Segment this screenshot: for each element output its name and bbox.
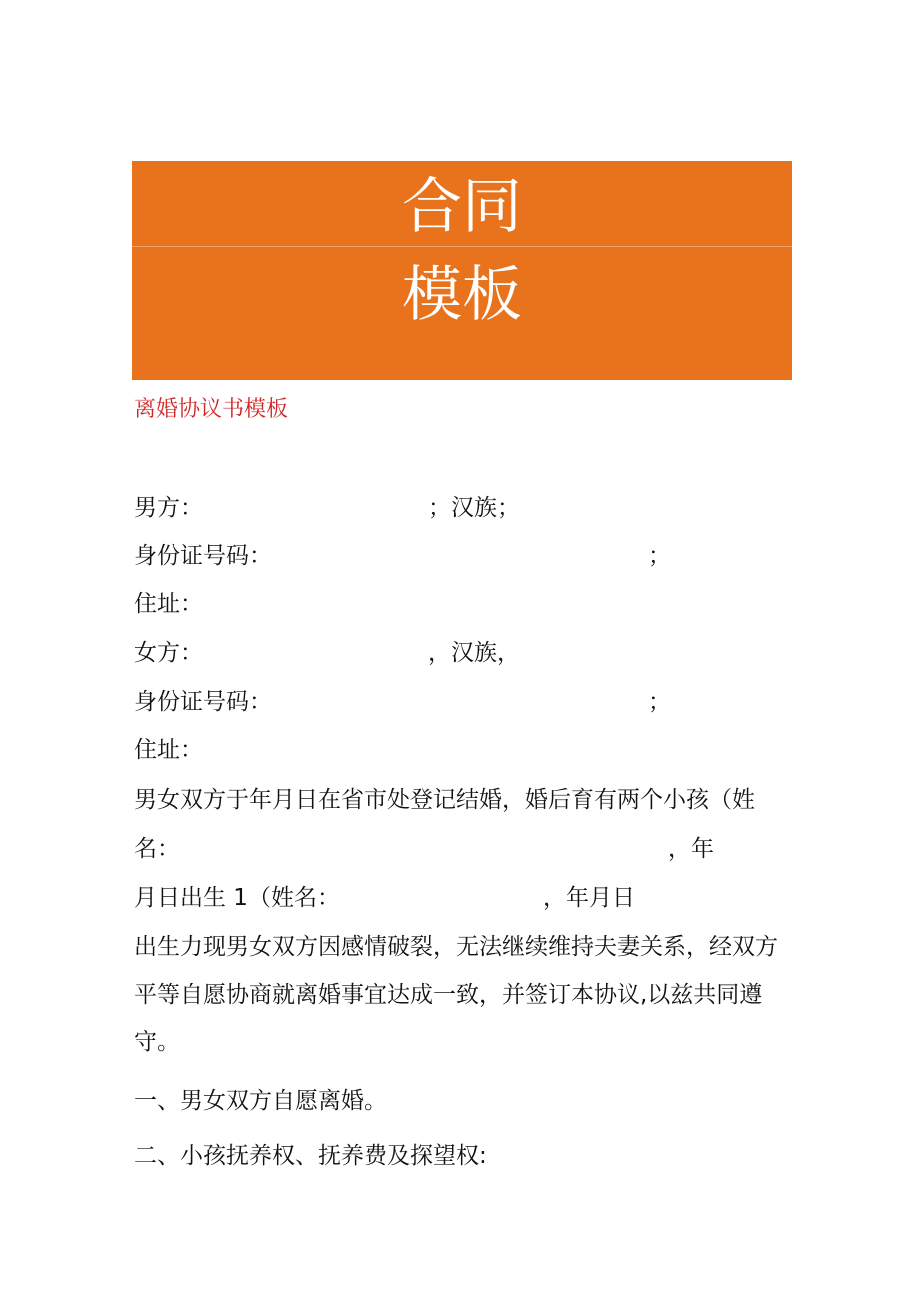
paragraph-line-4: 出生力现男女双方因感情破裂，无法继续维持夫妻关系，经双方 — [134, 934, 778, 960]
title-banner — [132, 161, 792, 380]
female-address-label: 住址： — [134, 737, 203, 763]
banner-divider — [132, 246, 792, 247]
female-ethnicity: ，汉族， — [428, 640, 520, 666]
male-id-end: ； — [648, 543, 671, 569]
clause-2: 二、小孩抚养权、抚养费及探望权: — [134, 1143, 487, 1169]
paragraph-line-6: 守。 — [134, 1029, 180, 1055]
male-ethnicity: ；汉族； — [428, 495, 520, 521]
male-id-label: 身份证号码： — [134, 543, 272, 569]
male-label: 男方： — [134, 495, 203, 521]
clause-1: 一、男女双方自愿离婚。 — [134, 1088, 387, 1114]
male-address-label: 住址： — [134, 591, 203, 617]
female-id-label: 身份证号码： — [134, 689, 272, 715]
document-title: 离婚协议书模板 — [134, 397, 289, 422]
paragraph-line-2-start: 名： — [134, 836, 180, 862]
paragraph-line-5: 平等自愿协商就离婚事宜达成一致，并签订本协议,以兹共同遵 — [134, 982, 763, 1008]
female-id-end: ； — [648, 689, 671, 715]
paragraph-line-2-end: ，年 — [668, 836, 714, 862]
paragraph-line-3-start: 月日出生 1（姓名： — [134, 885, 340, 911]
female-label: 女方： — [134, 640, 203, 666]
banner-title-line-1: 合同 — [402, 172, 522, 242]
paragraph-line-1: 男女双方于年月日在省市处登记结婚，婚后育有两个小孩（姓 — [134, 787, 755, 813]
paragraph-line-3-end: ，年月日 — [543, 885, 635, 911]
banner-title-line-2: 模板 — [402, 260, 522, 330]
